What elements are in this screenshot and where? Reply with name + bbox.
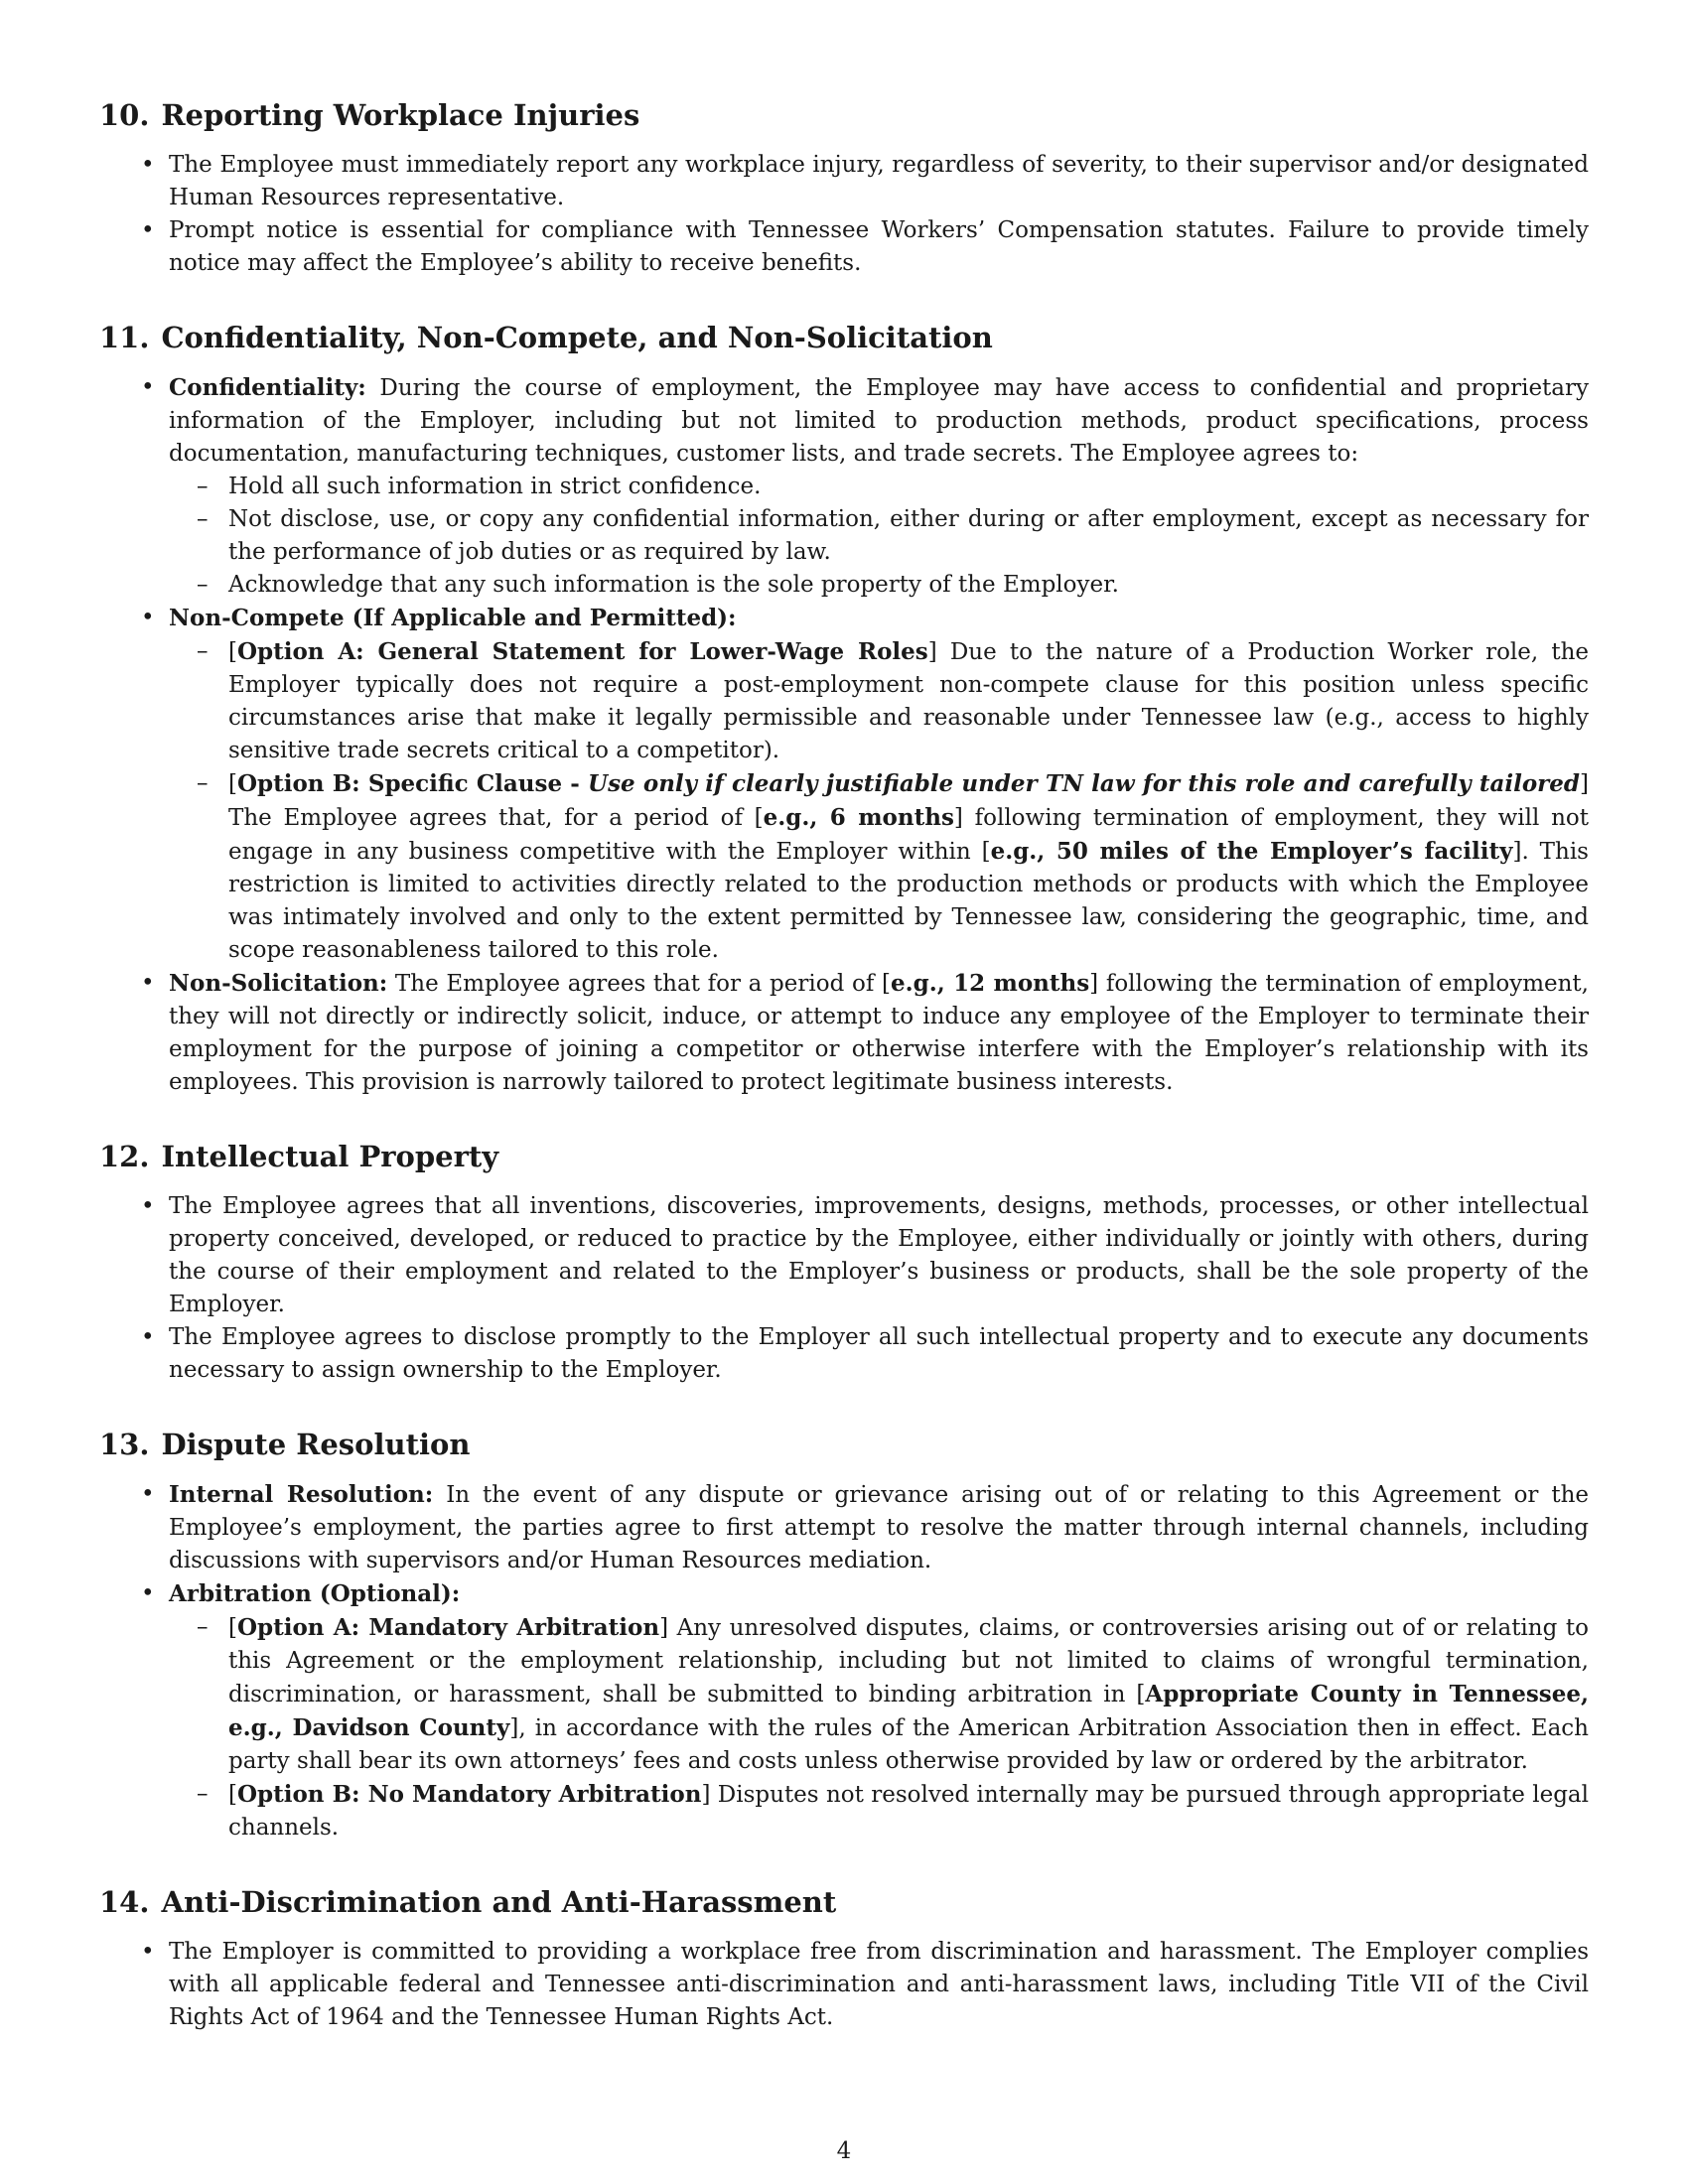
bullet-item-internal-resolution <box>169 1478 1589 1577</box>
bracket: [ <box>228 1615 237 1641</box>
bullet-item-confidentiality <box>169 371 1589 602</box>
placeholder-period: e.g., 12 months <box>890 970 1090 997</box>
bullet-list <box>99 1936 1589 2034</box>
bullet-text: In the event of any dispute or grievance arising out of or relating to this Agreement or the Employee’s employment, the parties agree to first attempt to resolve the matter through internal channels, including discussions with supervisors and/or Human Resources mediation. <box>169 1482 1590 1573</box>
bullet-item: • Prompt notice is essential for compliance with Tennessee Workers’ Compensation statutes. Failure to provide timely notice may affect the Employee’s ability to receive benefits. <box>169 214 1589 280</box>
section-title: Anti-Discrimination and Anti-Harassment <box>161 1885 837 1919</box>
section-number: 12. <box>99 1140 150 1173</box>
bullet-label: Arbitration (Optional): <box>169 1580 461 1607</box>
bracket: ] <box>1580 771 1589 797</box>
option-text: ], in accordance with the rules of the American Arbitration Association then in effect. Each party shall bear its own attorneys’ fees and costs unless otherwise provided by law or ordered by the arbitrator. <box>228 1715 1589 1774</box>
section-number: 13. <box>99 1428 150 1461</box>
placeholder-area: e.g., 50 miles of the Employer’s facility <box>990 838 1513 865</box>
sub-item: – Hold all such information in strict confidence. <box>228 471 1589 503</box>
sub-list <box>169 635 1589 967</box>
bullet-label: Non-Compete (If Applicable and Permitted): <box>169 605 737 631</box>
bullet-item: • The Employer is committed to providing a workplace free from discrimination and harassment. The Employer complies with all applicable federal and Tennessee anti-discrimination and anti-harassment laws, including Title VII of the Civil Rights Act of 1964 and the Tennessee Human Rights Act. <box>169 1936 1589 2034</box>
option-text: ] following termination of employment, they will not engage in any business competitive with the Employer within [ <box>228 805 1589 865</box>
bracket: ] <box>927 639 937 665</box>
option-text: Due to the nature of a Production Worker role, the Employer typically does not require a post-employment non-compete clause for this position unless specific circumstances arise that make it legally permissible and reasonable under Tennessee law (e.g., access to highly sensitive trade secrets critical to a competitor). <box>228 639 1589 763</box>
sub-list <box>169 1611 1589 1844</box>
page-number: 4 <box>836 2138 852 2164</box>
sub-item: – Not disclose, use, or copy any confidential information, either during or after employment, except as necessary for the performance of job duties or as required by law. <box>228 503 1589 569</box>
sub-item: – Acknowledge that any such information is the sole property of the Employer. <box>228 569 1589 602</box>
section-dispute-resolution <box>99 1425 1589 1844</box>
bullet-item: • The Employee must immediately report any workplace injury, regardless of severity, to their supervisor and/or designated Human Resources representative. <box>169 149 1589 214</box>
section-title: Confidentiality, Non-Compete, and Non-Solicitation <box>161 321 993 354</box>
section-heading <box>99 1137 1589 1176</box>
bullet-list <box>99 1190 1589 1387</box>
placeholder-county: Appropriate County in Tennessee, e.g., Davidson County <box>228 1681 1590 1741</box>
option-label: Option A: General Statement for Lower-Wage Roles <box>236 638 928 665</box>
sub-item-option-a <box>228 635 1589 767</box>
option-text: Disputes not resolved internally may be pursued through appropriate legal channels. <box>228 1782 1589 1841</box>
section-heading <box>99 1882 1589 1922</box>
sub-item-option-b <box>228 1778 1589 1844</box>
bracket: ] <box>659 1615 669 1641</box>
option-text: The Employee agrees that, for a period of [ <box>228 805 764 831</box>
option-text: ]. This restriction is limited to activities directly related to the production methods or products with which the Employee was intimately involved and only to the extent permitted by Tennessee law, considering the geographic, time, and scope reasonableness tailored to this role. <box>228 839 1589 963</box>
bullet-item: • The Employee agrees that all inventions, discoveries, improvements, designs, methods, processes, or other intellectual property conceived, developed, or reduced to practice by the Employee, either individually or jointly with others, during the course of their employment and related to the Employer’s business or products, shall be the sole property of the Employer. <box>169 1190 1589 1321</box>
bracket: [ <box>228 771 237 797</box>
bullet-text: ] following the termination of employment, they will not directly or indirectly solicit, induce, or attempt to induce any employee of the Employer to terminate their employment for the purpose of joining a competitor or otherwise interfere with the Employer’s relationship with its employees. This provision is narrowly tailored to protect legitimate business interests. <box>169 971 1589 1095</box>
section-heading <box>99 95 1589 135</box>
bracket: [ <box>228 1782 237 1808</box>
bullet-text: The Employee agrees that for a period of [ <box>387 971 891 997</box>
section-number: 10. <box>99 98 150 132</box>
bullet-list <box>99 1478 1589 1844</box>
sub-item-option-b <box>228 767 1589 967</box>
option-text: Any unresolved disputes, claims, or controversies arising out of or relating to this Agreement or the employment relationship, including but not limited to claims of wrongful termination, discrimination, or harassment, shall be submitted to binding arbitration in [ <box>228 1615 1589 1707</box>
option-label: Option B: No Mandatory Arbitration <box>236 1781 702 1808</box>
section-title: Intellectual Property <box>161 1140 499 1173</box>
section-confidentiality <box>99 318 1589 1099</box>
bracket: ] <box>701 1782 711 1808</box>
bracket: [ <box>228 639 237 665</box>
section-reporting-injuries <box>99 95 1589 280</box>
bullet-item-nonsolicitation <box>169 967 1589 1099</box>
sub-list <box>169 471 1589 602</box>
option-label: Option B: Specific Clause - <box>236 770 589 797</box>
option-label: Option A: Mandatory Arbitration <box>236 1614 660 1641</box>
bullet-item-noncompete <box>169 602 1589 967</box>
section-title: Reporting Workplace Injuries <box>161 98 640 132</box>
bullet-list <box>99 149 1589 280</box>
sub-item-option-a <box>228 1611 1589 1778</box>
bullet-label: Non-Solicitation: <box>169 970 388 997</box>
bullet-item-arbitration <box>169 1577 1589 1844</box>
section-number: 14. <box>99 1885 150 1919</box>
bullet-label: Confidentiality: <box>169 374 366 401</box>
bullet-item: • The Employee agrees to disclose promptly to the Employer all such intellectual property and to execute any documents necessary to assign ownership to the Employer. <box>169 1321 1589 1387</box>
bullet-label: Internal Resolution: <box>169 1481 434 1508</box>
section-title: Dispute Resolution <box>161 1428 471 1461</box>
section-heading <box>99 1425 1589 1464</box>
document-page <box>99 95 1589 2072</box>
section-anti-discrimination <box>99 1882 1589 2034</box>
bullet-list <box>99 371 1589 1099</box>
section-intellectual-property <box>99 1137 1589 1387</box>
option-note: Use only if clearly justifiable under TN law for this role and carefully tailored <box>588 770 1581 797</box>
bullet-text: During the course of employment, the Employee may have access to confidential and proprietary information of the Employer, including but not limited to production methods, product specifications, process documentation, manufacturing techniques, customer lists, and trade secrets. The Employee agrees to: <box>169 375 1589 467</box>
section-number: 11. <box>99 321 150 354</box>
placeholder-period: e.g., 6 months <box>763 804 954 831</box>
section-heading <box>99 318 1589 357</box>
